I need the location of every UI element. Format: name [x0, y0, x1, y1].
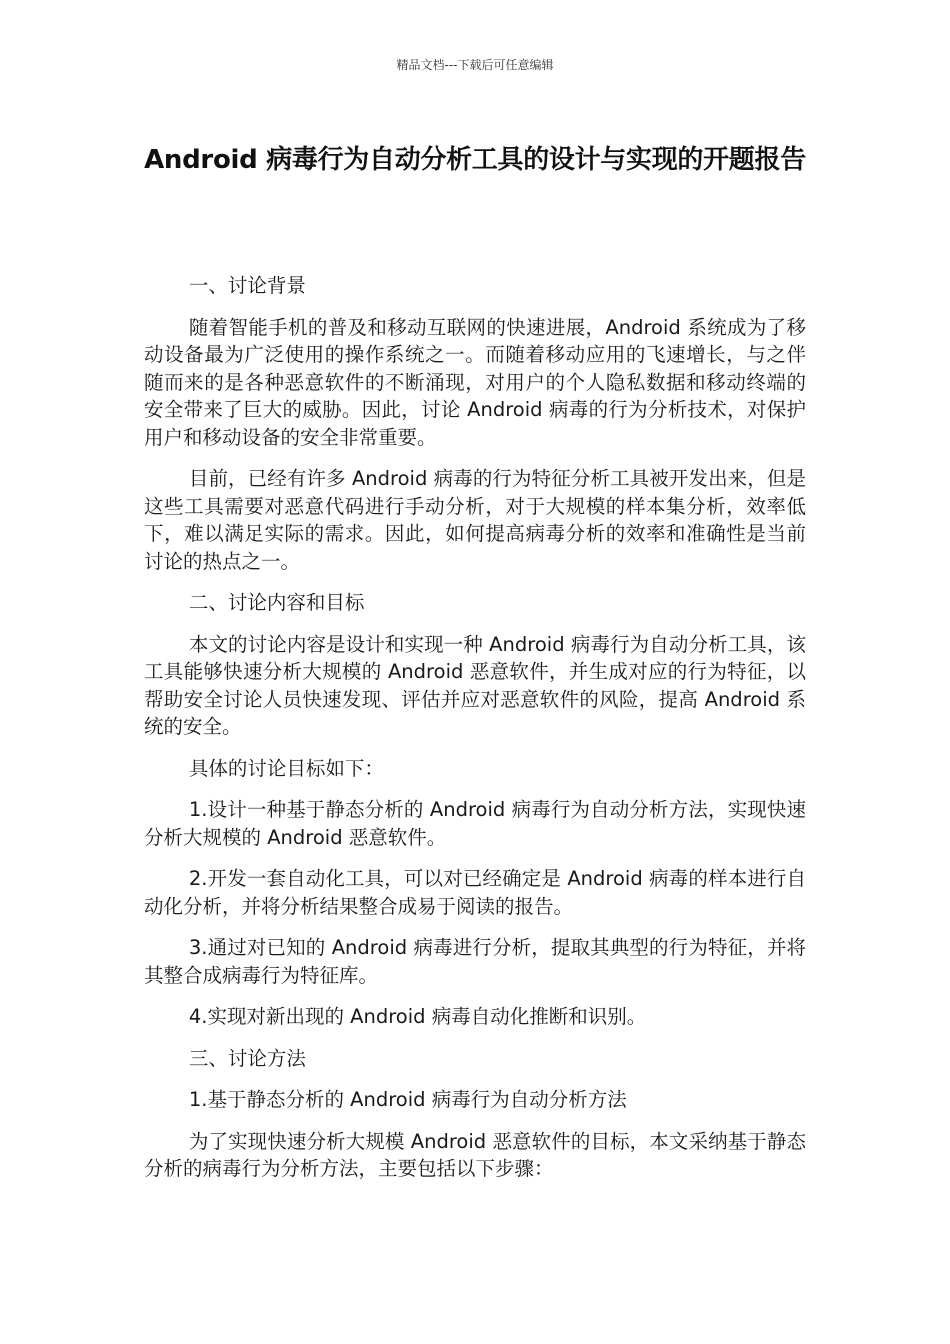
section-heading-method: 三、讨论方法 [188, 1046, 306, 1070]
section-heading-background: 一、讨论背景 [188, 274, 306, 297]
document-title: Android 病毒行为自动分析工具的设计与实现的开题报告 [144, 145, 806, 175]
paragraph: 为了实现快速分析大规模 Android 恶意软件的目标，本文采纳基于静态分析的病毒行为分析方法，主要包括以下步骤： [144, 1129, 806, 1180]
subsection-heading: 1.基于静态分析的 Android 病毒行为自动分析方法 [188, 1088, 627, 1111]
paragraph: 具体的讨论目标如下： [188, 756, 384, 780]
document-body [144, 272, 806, 1197]
list-item: 4.实现对新出现的 Android 病毒自动化推断和识别。 [188, 1005, 647, 1028]
page-header: 精品文档---下载后可任意编辑 [396, 58, 554, 72]
paragraph: 目前，已经有许多 Android 病毒的行为特征分析工具被开发出来，但是这些工具需要对恶意代码进行手动分析，对于大规模的样本集分析，效率低下，难以满足实际的需求。因此，如何提高病毒分析的效率和准确性是当前讨论的热点之一。 [144, 467, 806, 573]
list-item: 2.开发一套自动化工具，可以对已经确定是 Android 病毒的样本进行自动化分析，并将分析结果整合成易于阅读的报告。 [144, 867, 806, 918]
list-item: 1.设计一种基于静态分析的 Android 病毒行为自动分析方法，实现快速分析大规模的 Android 恶意软件。 [144, 798, 806, 849]
section-heading-content-goals: 二、讨论内容和目标 [188, 591, 365, 614]
paragraph: 本文的讨论内容是设计和实现一种 Android 病毒行为自动分析工具，该工具能够快速分析大规模的 Android 恶意软件，并生成对应的行为特征，以帮助安全讨论人员快速发现、评估并应对恶意软件的风险，提高 Android 系统的安全。 [144, 632, 806, 738]
list-item: 3.通过对已知的 Android 病毒进行分析，提取其典型的行为特征，并将其整合成病毒行为特征库。 [144, 936, 806, 987]
paragraph: 随着智能手机的普及和移动互联网的快速进展，Android 系统成为了移动设备最为广泛使用的操作系统之一。而随着移动应用的飞速增长，与之伴随而来的是各种恶意软件的不断涌现，对用户的个人隐私数据和移动终端的安全带来了巨大的威胁。因此，讨论 Android 病毒的行为分析技术，对保护用户和移动设备的安全非常重要。 [144, 315, 806, 449]
